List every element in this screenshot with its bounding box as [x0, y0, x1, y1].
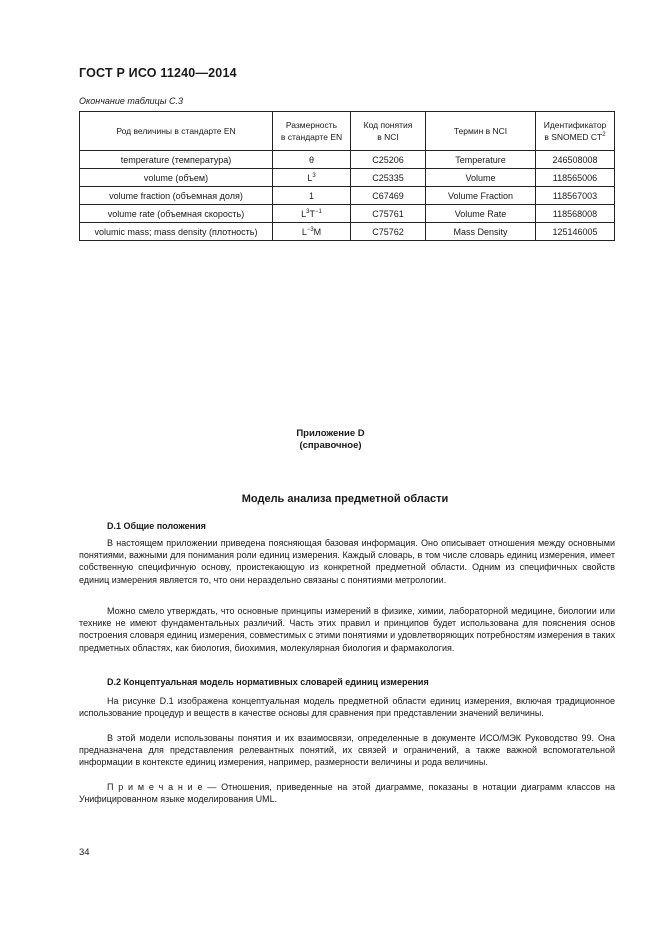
table-row: [80, 205, 615, 223]
note-label: П р и м е ч а н и е: [107, 782, 203, 792]
cell-dimension: $L^3$: [273, 169, 351, 187]
annex-type: (справочное): [299, 440, 362, 451]
cell-snomed-id: 118568008: [536, 205, 615, 223]
cell-nci-term: Volume Fraction: [426, 187, 536, 205]
cell-kind: volume fraction (объемная доля): [80, 187, 273, 205]
cell-nci-code: C67469: [351, 187, 426, 205]
document-header: ГОСТ Р ИСО 11240—2014: [79, 66, 237, 80]
table-header-row: [80, 112, 615, 151]
annex-title: Модель анализа предметной области: [241, 493, 449, 505]
col-header-nci-code: Код понятия в NCI: [351, 112, 426, 151]
paragraph: В этой модели использованы понятия и их взаимосвязи, определенные в документе ИСО/МЭК Руководство 99. Она предназначена для представления релевантных понятий, их связей и ограничений, а также важной вспомогательной информации в контексте единиц измерения, например, размерности величины и рода величины.: [79, 733, 615, 768]
cell-dimension: θ: [273, 151, 351, 169]
cell-nci-term: Volume: [426, 169, 536, 187]
col-header-dimension: Размерность в стандарте EN: [273, 112, 351, 151]
table-row: [80, 151, 615, 169]
table-row: [80, 187, 615, 205]
note: [79, 781, 615, 805]
col-header-snomed-id: Идентификатор в SNOMED $CT^2$: [536, 112, 615, 151]
units-table: [79, 111, 615, 241]
page-number: 34: [79, 847, 90, 858]
cell-snomed-id: 125146005: [536, 223, 615, 241]
cell-dimension: 1: [273, 187, 351, 205]
table-caption: Окончание таблицы C.3: [79, 96, 183, 106]
cell-nci-code: C75762: [351, 223, 426, 241]
cell-kind: volume (объем): [80, 169, 273, 187]
cell-kind: temperature (температура): [80, 151, 273, 169]
section-heading-d1: D.1 Общие положения: [107, 521, 206, 531]
cell-nci-code: C75761: [351, 205, 426, 223]
cell-nci-code: C25206: [351, 151, 426, 169]
annex-heading: [0, 428, 661, 452]
cell-kind: volumic mass; mass density (плотность): [80, 223, 273, 241]
table-row: [80, 223, 615, 241]
cell-kind: volume rate (объемная скорость): [80, 205, 273, 223]
cell-nci-term: Mass Density: [426, 223, 536, 241]
cell-snomed-id: 118565006: [536, 169, 615, 187]
cell-nci-term: Temperature: [426, 151, 536, 169]
cell-snomed-id: 118567003: [536, 187, 615, 205]
paragraph: На рисунке D.1 изображена концептуальная модель предметной области единиц измерения, включая традиционное использование процедур и веществ в качестве основы для сравнения при представлении значений величины.: [79, 696, 615, 719]
table-row: [80, 169, 615, 187]
cell-snomed-id: 246508008: [536, 151, 615, 169]
paragraph: В настоящем приложении приведена поясняющая базовая информация. Оно описывает отношения между основными понятиями, важными для понимания роли единиц измерения. Каждый словарь, в том числе словарь единиц измерения, имеет собственную специфичную основу, проистекающую из конкретной предметной области. Одним из специфичных свойств единиц измерения является то, что они нераздельно связаны с понятиями метрологии.: [79, 538, 615, 585]
cell-nci-code: C25335: [351, 169, 426, 187]
annex-label: Приложение D: [296, 428, 365, 439]
col-header-nci-term: Термин в NCI: [426, 112, 536, 151]
paragraph: Можно смело утверждать, что основные принципы измерений в физике, химии, лабораторной медицине, биологии или технике не имеют фундаментальных различий. Часть этих правил и принципов будет использована для пояснения основ построения словаря единиц измерения, совместимых с этими понятиями и удовлетворяющих потребностям измерения в таких предметных областях, как биология, биохимия, молекулярная биология и фармакология.: [79, 606, 616, 653]
cell-nci-term: Volume Rate: [426, 205, 536, 223]
cell-dimension: $L^{-3}M$: [273, 223, 351, 241]
section-heading-d2: D.2 Концептуальная модель нормативных словарей единиц измерения: [107, 677, 429, 687]
note-text: — Отношения, приведенные на этой диаграмме, показаны в нотации диаграмм классов на Унифицированном языке моделирования UML.: [79, 782, 615, 805]
cell-dimension: $L^3T^{-1}$: [273, 205, 351, 223]
col-header-kind: Род величины в стандарте EN: [80, 112, 273, 151]
